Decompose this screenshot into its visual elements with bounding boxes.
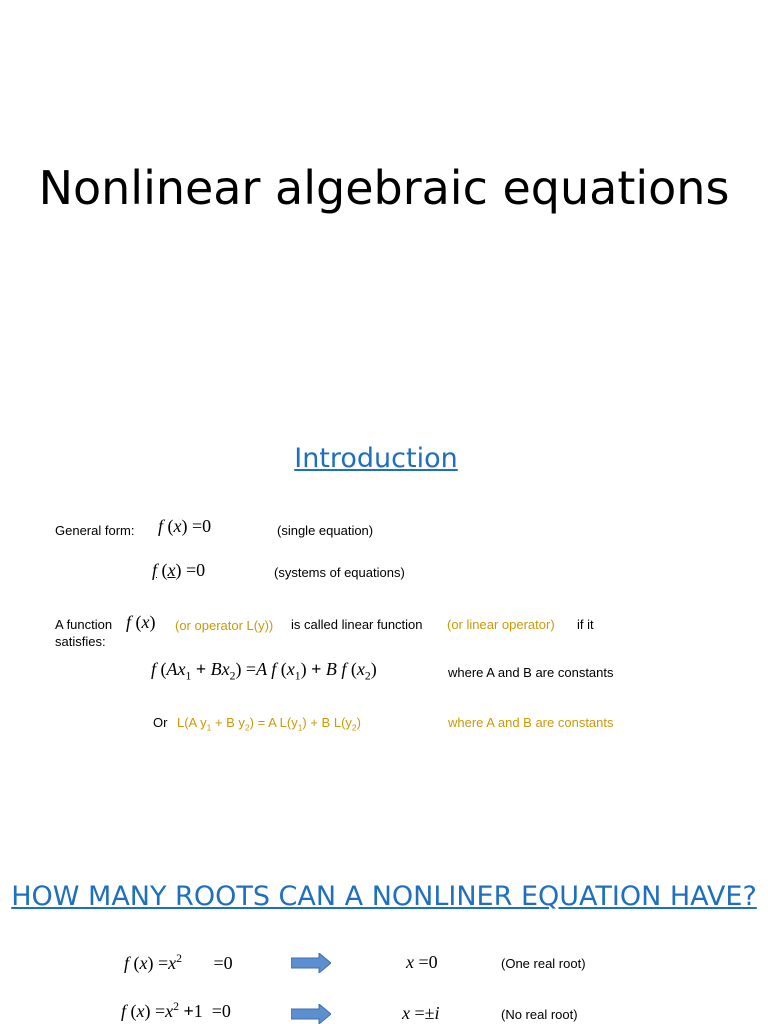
system-equation: f (x) =0 <box>152 560 206 580</box>
operator-equation: L(A $y_1 + B$ $y_2) = A$ $L(y_1) + B$ $L(y_2)$ <box>177 715 361 733</box>
system-eq-var: x <box>167 560 176 580</box>
intro-heading-link[interactable]: Introduction <box>294 443 458 474</box>
fx-inline: f (x) <box>126 612 156 632</box>
example-1-equation: f $(x) =x^2$ =0 <box>124 952 233 973</box>
example-2-solution: x =±i <box>402 1003 440 1023</box>
arrow-right-icon <box>291 953 331 973</box>
satisfies-text: satisfies: <box>55 634 106 649</box>
a-function-text: A function <box>55 617 113 632</box>
arrow-right-icon <box>291 1004 331 1024</box>
if-it-text: if it <box>577 617 594 632</box>
general-form-label: General form: <box>55 523 135 538</box>
or-linear-operator-text: (or linear operator) <box>447 617 555 632</box>
roots-heading-link[interactable]: HOW MANY ROOTS CAN A NONLINER EQUATION HAVE? <box>11 881 757 912</box>
where-constants-1: where A and B are constants <box>448 665 614 680</box>
intro-heading[interactable] <box>0 440 752 477</box>
single-equation-note: (single equation) <box>277 523 374 538</box>
is-called-text: is called linear function <box>291 617 423 632</box>
example-2-equation: f $(x) =x^2 +1 =0$ <box>121 1000 231 1021</box>
where-constants-2: where A and B are constants <box>448 715 614 730</box>
system-equation-note: (systems of equations) <box>274 565 405 580</box>
example-1-note: (One real root) <box>501 956 586 971</box>
example-1-solution: x =0 <box>406 952 438 972</box>
or-label: Or <box>153 715 168 730</box>
single-eq-rhs: 0 <box>202 516 212 536</box>
example-2-note: (No real root) <box>501 1007 578 1022</box>
page-title: Nonlinear algebraic equations <box>38 161 730 215</box>
or-operator-text: (or operator L(y)) <box>175 618 274 633</box>
linearity-equation: f $(Ax_1 + Bx_2) =A$ f $(x_1) + B$ f $(x_2)$ <box>151 659 377 683</box>
system-eq-rhs: 0 <box>196 560 206 580</box>
single-equation: f (x) =0 <box>158 516 212 536</box>
roots-heading[interactable] <box>0 878 768 915</box>
single-eq-var: x <box>173 516 182 536</box>
